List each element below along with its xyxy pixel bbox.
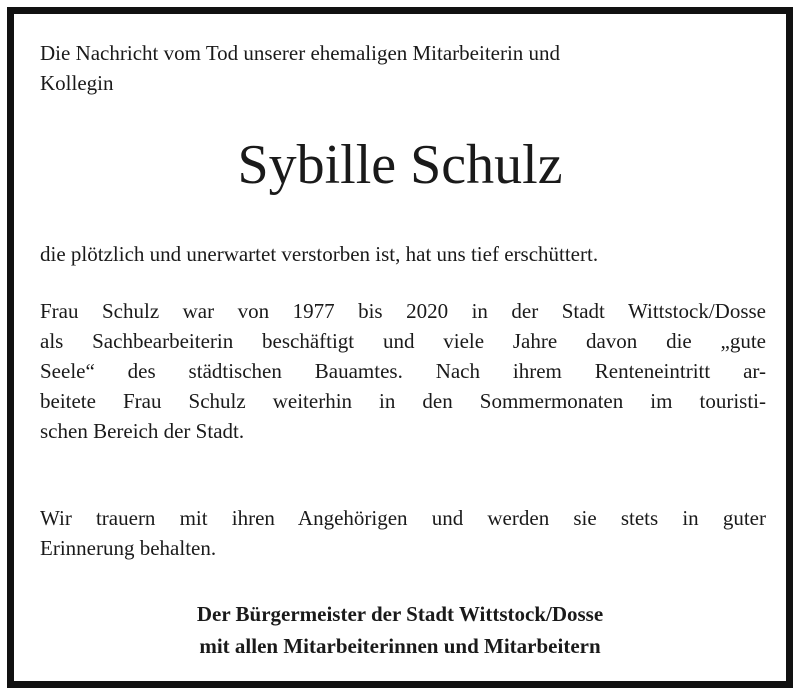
career-line-1: Frau Schulz war von 1977 bis 2020 in der Stadt Wittstock/Dosse [40,299,766,323]
career-line-5: schen Bereich der Stadt. [40,419,245,443]
mourning-line-2: Erinnerung behalten. [40,536,217,560]
mourning-line-1: Wir trauern mit ihren Angehörigen und werden sie stets in guter [40,506,766,530]
intro-line-2: Kollegin [40,71,114,95]
signoff-line-1: Der Bürgermeister der Stadt Wittstock/Dosse [196,602,604,626]
deceased-name: Sybille Schulz [237,134,563,196]
paragraph-career [40,296,766,446]
paragraph-mourning [40,503,766,563]
obituary-notice [7,7,793,688]
career-line-3: Seele“ des städtischen Bauamtes. Nach ihrem Renteneintritt ar- [40,359,766,383]
intro-line-1: Die Nachricht vom Tod unserer ehemaligen Mitarbeiterin und [40,41,561,65]
career-line-2: als Sachbearbeiterin beschäftigt und viele Jahre davon die „gute [40,329,766,353]
career-line-4: beitete Frau Schulz weiterhin in den Sommermonaten im touristi- [40,389,766,413]
signoff-line-2: mit allen Mitarbeiterinnen und Mitarbeitern [199,634,601,658]
intro-text [40,38,760,98]
signoff [14,598,786,662]
paragraph-announcement: die plötzlich und unerwartet verstorben ist, hat uns tief erschüttert. [40,242,599,266]
